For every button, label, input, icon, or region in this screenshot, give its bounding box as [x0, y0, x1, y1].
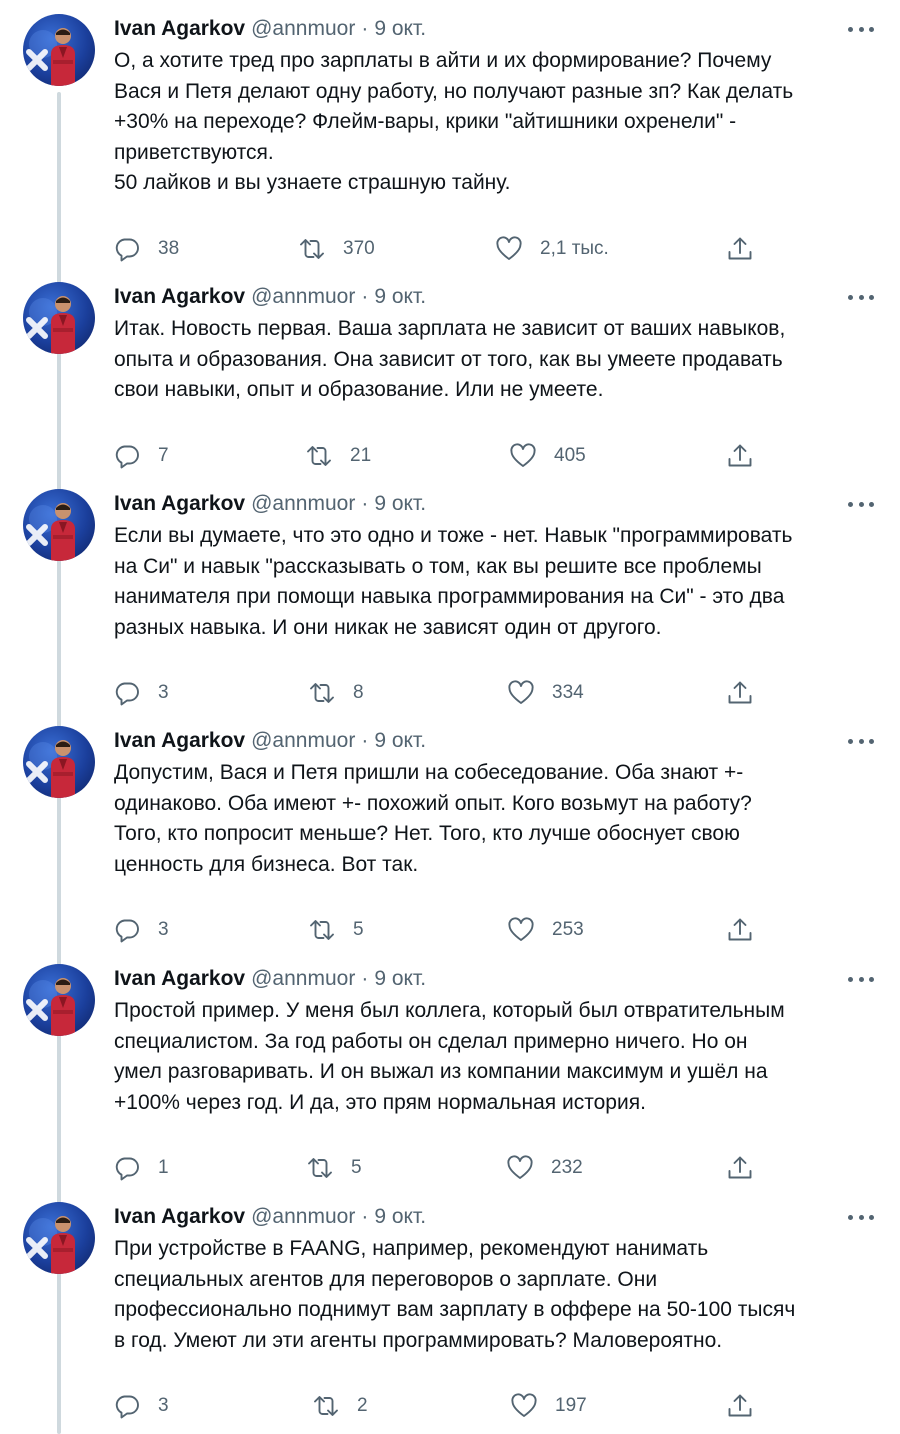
- author-handle[interactable]: @annmuor: [251, 492, 356, 515]
- like-button[interactable]: [507, 913, 584, 947]
- retweet-button[interactable]: [306, 1151, 362, 1185]
- reply-icon: [113, 1392, 141, 1420]
- more-icon[interactable]: [848, 22, 874, 36]
- separator-dot: ·: [361, 967, 369, 990]
- more-icon[interactable]: [848, 972, 874, 986]
- avatar-image: [23, 964, 95, 1036]
- tweet-date[interactable]: 9 окт.: [374, 967, 427, 990]
- share-button[interactable]: [726, 442, 754, 470]
- share-icon: [726, 442, 754, 470]
- avatar[interactable]: [23, 14, 95, 86]
- tweet-actions: [0, 439, 900, 473]
- tweet-header: [114, 14, 426, 44]
- tweet-date[interactable]: 9 окт.: [374, 285, 427, 308]
- retweet-icon: [308, 679, 336, 707]
- tweet-actions: [0, 1389, 900, 1423]
- separator-dot: ·: [361, 492, 369, 515]
- author-handle[interactable]: @annmuor: [251, 17, 356, 40]
- share-button[interactable]: [726, 235, 754, 263]
- heart-icon: [509, 442, 537, 470]
- more-icon[interactable]: [848, 1210, 874, 1224]
- tweet-date[interactable]: 9 окт.: [374, 729, 427, 752]
- more-icon[interactable]: [848, 734, 874, 748]
- like-button[interactable]: [509, 439, 586, 473]
- separator-dot: ·: [361, 285, 369, 308]
- avatar[interactable]: [23, 726, 95, 798]
- retweet-icon: [308, 916, 336, 944]
- like-count: 405: [554, 444, 586, 466]
- retweet-count: 370: [343, 237, 375, 259]
- like-button[interactable]: [507, 676, 584, 710]
- like-button[interactable]: [495, 232, 609, 266]
- retweet-count: 5: [351, 1157, 362, 1178]
- avatar[interactable]: [23, 489, 95, 561]
- reply-button[interactable]: [113, 1151, 169, 1185]
- like-count: 197: [555, 1395, 587, 1416]
- reply-count: 3: [158, 682, 169, 703]
- heart-icon: [495, 235, 523, 263]
- avatar[interactable]: [23, 964, 95, 1036]
- avatar[interactable]: [23, 282, 95, 354]
- heart-icon: [506, 1154, 534, 1182]
- retweet-count: 5: [353, 919, 364, 940]
- avatar-image: [23, 726, 95, 798]
- share-icon: [726, 1154, 754, 1182]
- retweet-button[interactable]: [305, 439, 371, 473]
- separator-dot: ·: [361, 729, 369, 752]
- tweet-text: Если вы думаете, что это одно и тоже - нет. Навык "программировать на Си" и навык "рассказывать о том, как вы решите все проблемы нанимателя при помощи навыка программирования на Си" - это два разных навыка. И они никак не зависят один от другого.: [114, 524, 793, 639]
- retweet-count: 21: [350, 444, 372, 466]
- reply-count: 7: [158, 444, 169, 466]
- heart-icon: [510, 1392, 538, 1420]
- like-count: 253: [552, 919, 584, 940]
- retweet-count: 8: [353, 682, 364, 703]
- tweet-header: [114, 489, 426, 519]
- share-button[interactable]: [726, 1154, 754, 1182]
- author-name[interactable]: Ivan Agarkov: [114, 17, 246, 40]
- tweet-actions: [0, 232, 900, 266]
- retweet-count: 2: [357, 1395, 368, 1416]
- retweet-icon: [305, 442, 333, 470]
- share-button[interactable]: [726, 679, 754, 707]
- separator-dot: ·: [361, 1205, 369, 1228]
- like-button[interactable]: [506, 1151, 583, 1185]
- share-button[interactable]: [726, 916, 754, 944]
- reply-count: 3: [158, 1395, 169, 1416]
- reply-count: 38: [158, 237, 180, 259]
- author-name[interactable]: Ivan Agarkov: [114, 729, 246, 752]
- retweet-button[interactable]: [312, 1389, 368, 1423]
- heart-icon: [507, 679, 535, 707]
- author-name[interactable]: Ivan Agarkov: [114, 285, 246, 308]
- tweet-header: [114, 726, 426, 756]
- tweet-actions: [0, 913, 900, 947]
- retweet-button[interactable]: [308, 676, 364, 710]
- tweet-text: Простой пример. У меня был коллега, который был отвратительным специалистом. За год работы он сделал примерно ничего. Но он умел разговаривать. И он выжал из компании максимум и ушёл на +100% через год. И да, это прям нормальная история.: [114, 999, 785, 1114]
- author-handle[interactable]: @annmuor: [251, 1205, 356, 1228]
- like-count: 2,1 тыс.: [540, 237, 609, 259]
- avatar-image: [23, 14, 95, 86]
- avatar[interactable]: [23, 1202, 95, 1274]
- reply-icon: [113, 442, 141, 470]
- author-handle[interactable]: @annmuor: [251, 729, 356, 752]
- retweet-icon: [306, 1154, 334, 1182]
- reply-count: 3: [158, 919, 169, 940]
- retweet-button[interactable]: [298, 232, 375, 266]
- retweet-icon: [312, 1392, 340, 1420]
- tweet-actions: [0, 1151, 900, 1185]
- reply-icon: [113, 235, 141, 263]
- tweet-header: [114, 282, 426, 312]
- share-icon: [726, 916, 754, 944]
- share-icon: [726, 1392, 754, 1420]
- tweet-header: [114, 964, 426, 994]
- heart-icon: [507, 916, 535, 944]
- reply-icon: [113, 1154, 141, 1182]
- like-count: 232: [551, 1157, 583, 1178]
- tweet-text: О, а хотите тред про зарплаты в айти и их формирование? Почему Вася и Петя делают одну работу, но получают разные зп? Как делать +30% на переходе? Флейм-вары, крики "айтишники охренели" - приветствуются. 50 лайков и вы узнаете страшную тайну.: [114, 49, 794, 194]
- tweet-text: Допустим, Вася и Петя пришли на собеседование. Оба знают +- одинаково. Оба имеют +- похожий опыт. Кого возьмут на работу? Того, кто попросит меньше? Нет. Того, кто лучше обоснует свою ценность для бизнеса. Вот так.: [114, 761, 752, 876]
- reply-button[interactable]: [113, 439, 169, 473]
- avatar-image: [23, 1202, 95, 1274]
- share-icon: [726, 235, 754, 263]
- reply-button[interactable]: [113, 913, 169, 947]
- author-handle[interactable]: @annmuor: [251, 967, 356, 990]
- share-icon: [726, 679, 754, 707]
- author-name[interactable]: Ivan Agarkov: [114, 492, 246, 515]
- reply-button[interactable]: [113, 232, 179, 266]
- separator-dot: ·: [361, 17, 369, 40]
- reply-count: 1: [158, 1157, 169, 1178]
- reply-button[interactable]: [113, 1389, 169, 1423]
- share-button[interactable]: [726, 1392, 754, 1420]
- author-handle[interactable]: @annmuor: [251, 285, 356, 308]
- author-name[interactable]: Ivan Agarkov: [114, 1205, 246, 1228]
- more-icon[interactable]: [848, 290, 874, 304]
- like-button[interactable]: [510, 1389, 587, 1423]
- reply-icon: [113, 916, 141, 944]
- tweet-date[interactable]: 9 окт.: [374, 17, 427, 40]
- retweet-button[interactable]: [308, 913, 364, 947]
- reply-icon: [113, 679, 141, 707]
- tweet-text: При устройстве в FAANG, например, рекомендуют нанимать специальных агентов для переговоров о зарплате. Они профессионально поднимут вам зарплату в оффере на 50-100 тысяч в год. Умеют ли эти агенты программировать? Маловероятно.: [114, 1237, 796, 1352]
- tweet-text: Итак. Новость первая. Ваша зарплата не зависит от ваших навыков, опыта и образования. Она зависит от того, как вы умеете продавать свои навыки, опыт и образование. Или не умеете.: [114, 317, 786, 401]
- tweet-date[interactable]: 9 окт.: [374, 492, 427, 515]
- like-count: 334: [552, 682, 584, 703]
- more-icon[interactable]: [848, 497, 874, 511]
- tweet-header: [114, 1202, 426, 1232]
- author-name[interactable]: Ivan Agarkov: [114, 967, 246, 990]
- avatar-image: [23, 282, 95, 354]
- reply-button[interactable]: [113, 676, 169, 710]
- tweet-actions: [0, 676, 900, 710]
- avatar-image: [23, 489, 95, 561]
- retweet-icon: [298, 235, 326, 263]
- tweet-date[interactable]: 9 окт.: [374, 1205, 427, 1228]
